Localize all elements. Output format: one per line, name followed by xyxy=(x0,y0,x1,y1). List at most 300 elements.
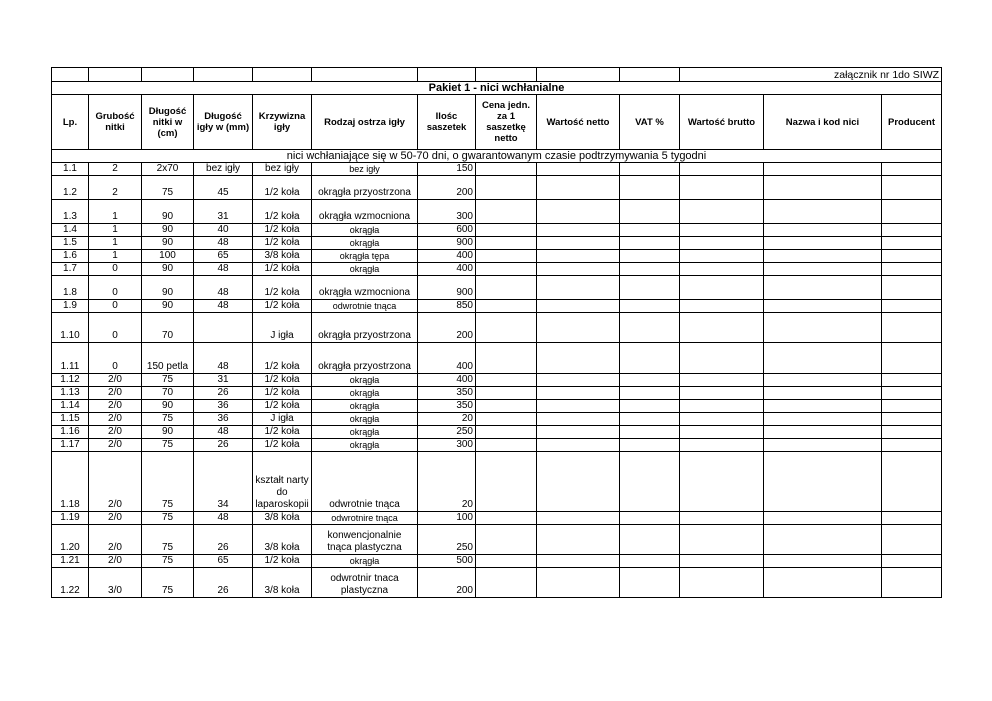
ilosc-cell: 350 xyxy=(418,400,476,413)
krzywizna-cell: 1/2 koła xyxy=(253,263,312,276)
lp-cell: 1.6 xyxy=(52,250,89,263)
grubosc-cell: 1 xyxy=(89,237,142,250)
grubosc-cell: 2/0 xyxy=(89,426,142,439)
lp-cell: 1.1 xyxy=(52,163,89,176)
nazwa-kod-cell xyxy=(764,426,882,439)
table-row xyxy=(52,400,942,413)
header-ilosc: Ilośc saszetek xyxy=(418,95,476,150)
dlugosc-igly-cell: 36 xyxy=(194,413,253,426)
grubosc-cell: 0 xyxy=(89,313,142,343)
table-row xyxy=(52,343,942,374)
cena-cell xyxy=(476,374,537,387)
producent-cell xyxy=(882,568,942,598)
ostrze-cell: okrągła xyxy=(312,413,418,426)
ostrze-cell: okrągła przyostrzona xyxy=(312,313,418,343)
table-row xyxy=(52,163,942,176)
vat-cell xyxy=(620,525,680,555)
wartosc-brutto-cell xyxy=(680,568,764,598)
wartosc-brutto-cell xyxy=(680,263,764,276)
lp-cell: 1.16 xyxy=(52,426,89,439)
cena-cell xyxy=(476,413,537,426)
dlugosc-nitki-cell: 70 xyxy=(142,387,194,400)
grubosc-cell: 1 xyxy=(89,250,142,263)
ilosc-cell: 400 xyxy=(418,374,476,387)
wartosc-brutto-cell xyxy=(680,250,764,263)
lp-cell: 1.12 xyxy=(52,374,89,387)
dlugosc-igly-cell: 26 xyxy=(194,568,253,598)
grubosc-cell: 2 xyxy=(89,163,142,176)
wartosc-brutto-cell xyxy=(680,300,764,313)
dlugosc-igly-cell xyxy=(194,313,253,343)
table-row xyxy=(52,568,942,598)
ostrze-cell: okrągła xyxy=(312,555,418,568)
table-row xyxy=(52,452,942,512)
header-row xyxy=(52,95,942,150)
ilosc-cell: 300 xyxy=(418,439,476,452)
cena-cell xyxy=(476,568,537,598)
table-row xyxy=(52,176,942,200)
package-title-row xyxy=(52,82,942,95)
krzywizna-cell: 1/2 koła xyxy=(253,200,312,224)
dlugosc-igly-cell: 48 xyxy=(194,237,253,250)
dlugosc-nitki-cell: 75 xyxy=(142,568,194,598)
grubosc-cell: 1 xyxy=(89,224,142,237)
krzywizna-cell: 1/2 koła xyxy=(253,300,312,313)
vat-cell xyxy=(620,276,680,300)
krzywizna-cell: 1/2 koła xyxy=(253,374,312,387)
ostrze-cell: okrągła xyxy=(312,439,418,452)
wartosc-netto-cell xyxy=(537,200,620,224)
nazwa-kod-cell xyxy=(764,387,882,400)
dlugosc-igly-cell: 48 xyxy=(194,263,253,276)
grubosc-cell: 0 xyxy=(89,276,142,300)
table-row xyxy=(52,200,942,224)
krzywizna-cell: 1/2 koła xyxy=(253,343,312,374)
section-row xyxy=(52,150,942,163)
grubosc-cell: 2/0 xyxy=(89,400,142,413)
wartosc-brutto-cell xyxy=(680,224,764,237)
ostrze-cell: okrągła xyxy=(312,374,418,387)
nazwa-kod-cell xyxy=(764,300,882,313)
header-nazwa-kod: Nazwa i kod nici xyxy=(764,95,882,150)
producent-cell xyxy=(882,413,942,426)
dlugosc-nitki-cell: 100 xyxy=(142,250,194,263)
cena-cell xyxy=(476,263,537,276)
dlugosc-nitki-cell: 90 xyxy=(142,200,194,224)
ostrze-cell: odwrotnie tnąca xyxy=(312,300,418,313)
krzywizna-cell: J igła xyxy=(253,413,312,426)
ilosc-cell: 900 xyxy=(418,237,476,250)
vat-cell xyxy=(620,452,680,512)
dlugosc-nitki-cell: 90 xyxy=(142,276,194,300)
ostrze-cell: okrągła przyostrzona xyxy=(312,176,418,200)
dlugosc-nitki-cell: 75 xyxy=(142,555,194,568)
cena-cell xyxy=(476,313,537,343)
ostrze-cell: konwencjonalnie tnąca plastyczna xyxy=(312,525,418,555)
producent-cell xyxy=(882,452,942,512)
dlugosc-nitki-cell: 70 xyxy=(142,313,194,343)
producent-cell xyxy=(882,512,942,525)
ilosc-cell: 400 xyxy=(418,343,476,374)
ilosc-cell: 300 xyxy=(418,200,476,224)
vat-cell xyxy=(620,237,680,250)
vat-cell xyxy=(620,163,680,176)
pricing-table xyxy=(51,67,942,598)
wartosc-brutto-cell xyxy=(680,555,764,568)
header-vat: VAT % xyxy=(620,95,680,150)
nazwa-kod-cell xyxy=(764,568,882,598)
wartosc-netto-cell xyxy=(537,568,620,598)
lp-cell: 1.11 xyxy=(52,343,89,374)
lp-cell: 1.8 xyxy=(52,276,89,300)
header-cena: Cena jedn. za 1 saszetkę netto xyxy=(476,95,537,150)
lp-cell: 1.15 xyxy=(52,413,89,426)
vat-cell xyxy=(620,426,680,439)
vat-cell xyxy=(620,176,680,200)
producent-cell xyxy=(882,525,942,555)
table-row xyxy=(52,276,942,300)
dlugosc-igly-cell: 26 xyxy=(194,525,253,555)
nazwa-kod-cell xyxy=(764,224,882,237)
producent-cell xyxy=(882,400,942,413)
producent-cell xyxy=(882,250,942,263)
dlugosc-nitki-cell: 150 petla xyxy=(142,343,194,374)
cena-cell xyxy=(476,439,537,452)
nazwa-kod-cell xyxy=(764,250,882,263)
vat-cell xyxy=(620,250,680,263)
dlugosc-igly-cell: 34 xyxy=(194,452,253,512)
dlugosc-nitki-cell: 75 xyxy=(142,512,194,525)
nazwa-kod-cell xyxy=(764,413,882,426)
producent-cell xyxy=(882,374,942,387)
lp-cell: 1.10 xyxy=(52,313,89,343)
dlugosc-nitki-cell: 75 xyxy=(142,413,194,426)
dlugosc-igly-cell: 36 xyxy=(194,400,253,413)
producent-cell xyxy=(882,313,942,343)
wartosc-netto-cell xyxy=(537,237,620,250)
krzywizna-cell: 1/2 koła xyxy=(253,276,312,300)
nazwa-kod-cell xyxy=(764,439,882,452)
ilosc-cell: 500 xyxy=(418,555,476,568)
vat-cell xyxy=(620,439,680,452)
wartosc-brutto-cell xyxy=(680,426,764,439)
dlugosc-igly-cell: 48 xyxy=(194,426,253,439)
dlugosc-igly-cell: 65 xyxy=(194,250,253,263)
krzywizna-cell: 1/2 koła xyxy=(253,426,312,439)
ilosc-cell: 200 xyxy=(418,313,476,343)
wartosc-netto-cell xyxy=(537,163,620,176)
annex-row xyxy=(52,68,942,82)
grubosc-cell: 2/0 xyxy=(89,512,142,525)
wartosc-brutto-cell xyxy=(680,374,764,387)
ilosc-cell: 250 xyxy=(418,525,476,555)
wartosc-netto-cell xyxy=(537,439,620,452)
lp-cell: 1.9 xyxy=(52,300,89,313)
cena-cell xyxy=(476,237,537,250)
nazwa-kod-cell xyxy=(764,163,882,176)
wartosc-brutto-cell xyxy=(680,200,764,224)
cena-cell xyxy=(476,555,537,568)
grubosc-cell: 2/0 xyxy=(89,439,142,452)
grubosc-cell: 0 xyxy=(89,263,142,276)
ilosc-cell: 400 xyxy=(418,250,476,263)
cena-cell xyxy=(476,387,537,400)
cena-cell xyxy=(476,300,537,313)
header-dlugosc-igly: Długość igły w (mm) xyxy=(194,95,253,150)
wartosc-netto-cell xyxy=(537,400,620,413)
wartosc-brutto-cell xyxy=(680,439,764,452)
ilosc-cell: 150 xyxy=(418,163,476,176)
ilosc-cell: 100 xyxy=(418,512,476,525)
krzywizna-cell: 3/8 koła xyxy=(253,512,312,525)
dlugosc-nitki-cell: 75 xyxy=(142,439,194,452)
wartosc-netto-cell xyxy=(537,426,620,439)
ostrze-cell: odwrotnir tnaca plastyczna xyxy=(312,568,418,598)
ilosc-cell: 600 xyxy=(418,224,476,237)
header-lp: Lp. xyxy=(52,95,89,150)
wartosc-brutto-cell xyxy=(680,237,764,250)
cena-cell xyxy=(476,250,537,263)
producent-cell xyxy=(882,555,942,568)
producent-cell xyxy=(882,343,942,374)
ilosc-cell: 20 xyxy=(418,413,476,426)
krzywizna-cell: 3/8 koła xyxy=(253,568,312,598)
dlugosc-igly-cell: 65 xyxy=(194,555,253,568)
nazwa-kod-cell xyxy=(764,400,882,413)
table-row xyxy=(52,387,942,400)
cena-cell xyxy=(476,512,537,525)
dlugosc-igly-cell: 31 xyxy=(194,374,253,387)
ilosc-cell: 200 xyxy=(418,176,476,200)
ostrze-cell: okrągła xyxy=(312,426,418,439)
dlugosc-igly-cell: 45 xyxy=(194,176,253,200)
table-row xyxy=(52,300,942,313)
vat-cell xyxy=(620,555,680,568)
wartosc-netto-cell xyxy=(537,263,620,276)
dlugosc-nitki-cell: 90 xyxy=(142,263,194,276)
wartosc-netto-cell xyxy=(537,525,620,555)
cena-cell xyxy=(476,200,537,224)
wartosc-brutto-cell xyxy=(680,400,764,413)
lp-cell: 1.2 xyxy=(52,176,89,200)
cena-cell xyxy=(476,525,537,555)
cena-cell xyxy=(476,426,537,439)
dlugosc-igly-cell: 26 xyxy=(194,387,253,400)
producent-cell xyxy=(882,439,942,452)
lp-cell: 1.14 xyxy=(52,400,89,413)
table-row xyxy=(52,413,942,426)
grubosc-cell: 2/0 xyxy=(89,374,142,387)
lp-cell: 1.3 xyxy=(52,200,89,224)
lp-cell: 1.7 xyxy=(52,263,89,276)
nazwa-kod-cell xyxy=(764,237,882,250)
dlugosc-nitki-cell: 75 xyxy=(142,452,194,512)
dlugosc-igly-cell: bez igły xyxy=(194,163,253,176)
wartosc-netto-cell xyxy=(537,387,620,400)
wartosc-brutto-cell xyxy=(680,176,764,200)
grubosc-cell: 2/0 xyxy=(89,387,142,400)
ilosc-cell: 900 xyxy=(418,276,476,300)
wartosc-netto-cell xyxy=(537,343,620,374)
vat-cell xyxy=(620,263,680,276)
wartosc-netto-cell xyxy=(537,300,620,313)
nazwa-kod-cell xyxy=(764,555,882,568)
ilosc-cell: 250 xyxy=(418,426,476,439)
grubosc-cell: 1 xyxy=(89,200,142,224)
wartosc-brutto-cell xyxy=(680,413,764,426)
wartosc-netto-cell xyxy=(537,555,620,568)
lp-cell: 1.21 xyxy=(52,555,89,568)
dlugosc-nitki-cell: 90 xyxy=(142,426,194,439)
lp-cell: 1.20 xyxy=(52,525,89,555)
krzywizna-cell: bez igły xyxy=(253,163,312,176)
cena-cell xyxy=(476,276,537,300)
vat-cell xyxy=(620,313,680,343)
vat-cell xyxy=(620,343,680,374)
krzywizna-cell: kształt narty do laparoskopii xyxy=(253,452,312,512)
cena-cell xyxy=(476,452,537,512)
producent-cell xyxy=(882,263,942,276)
cena-cell xyxy=(476,176,537,200)
grubosc-cell: 2/0 xyxy=(89,413,142,426)
ostrze-cell: okrągła xyxy=(312,400,418,413)
vat-cell xyxy=(620,300,680,313)
dlugosc-nitki-cell: 75 xyxy=(142,525,194,555)
ilosc-cell: 850 xyxy=(418,300,476,313)
wartosc-netto-cell xyxy=(537,224,620,237)
ostrze-cell: okrągła wzmocniona xyxy=(312,200,418,224)
ostrze-cell: okrągła xyxy=(312,224,418,237)
table-row xyxy=(52,313,942,343)
dlugosc-igly-cell: 40 xyxy=(194,224,253,237)
ostrze-cell: okrągła xyxy=(312,263,418,276)
nazwa-kod-cell xyxy=(764,525,882,555)
krzywizna-cell: 1/2 koła xyxy=(253,439,312,452)
header-krzywizna: Krzywizna igły xyxy=(253,95,312,150)
wartosc-brutto-cell xyxy=(680,512,764,525)
wartosc-netto-cell xyxy=(537,374,620,387)
lp-cell: 1.4 xyxy=(52,224,89,237)
table-row xyxy=(52,237,942,250)
dlugosc-igly-cell: 48 xyxy=(194,276,253,300)
krzywizna-cell: J igła xyxy=(253,313,312,343)
vat-cell xyxy=(620,374,680,387)
producent-cell xyxy=(882,224,942,237)
ostrze-cell: okrągła przyostrzona xyxy=(312,343,418,374)
krzywizna-cell: 1/2 koła xyxy=(253,224,312,237)
table-row xyxy=(52,374,942,387)
nazwa-kod-cell xyxy=(764,313,882,343)
dlugosc-igly-cell: 31 xyxy=(194,200,253,224)
grubosc-cell: 2/0 xyxy=(89,555,142,568)
wartosc-brutto-cell xyxy=(680,163,764,176)
producent-cell xyxy=(882,200,942,224)
header-grubosc: Grubość nitki xyxy=(89,95,142,150)
grubosc-cell: 0 xyxy=(89,300,142,313)
ostrze-cell: okrągła tępa xyxy=(312,250,418,263)
ilosc-cell: 350 xyxy=(418,387,476,400)
grubosc-cell: 2 xyxy=(89,176,142,200)
vat-cell xyxy=(620,413,680,426)
table-row xyxy=(52,439,942,452)
annex-label: załącznik nr 1do SIWZ xyxy=(680,68,942,82)
producent-cell xyxy=(882,163,942,176)
nazwa-kod-cell xyxy=(764,176,882,200)
lp-cell: 1.18 xyxy=(52,452,89,512)
wartosc-brutto-cell xyxy=(680,387,764,400)
lp-cell: 1.22 xyxy=(52,568,89,598)
dlugosc-igly-cell: 48 xyxy=(194,343,253,374)
producent-cell xyxy=(882,387,942,400)
wartosc-netto-cell xyxy=(537,313,620,343)
grubosc-cell: 2/0 xyxy=(89,525,142,555)
dlugosc-nitki-cell: 2x70 xyxy=(142,163,194,176)
wartosc-netto-cell xyxy=(537,250,620,263)
dlugosc-nitki-cell: 75 xyxy=(142,374,194,387)
dlugosc-igly-cell: 26 xyxy=(194,439,253,452)
grubosc-cell: 0 xyxy=(89,343,142,374)
producent-cell xyxy=(882,237,942,250)
wartosc-brutto-cell xyxy=(680,313,764,343)
nazwa-kod-cell xyxy=(764,263,882,276)
section-label: nici wchłaniające się w 50-70 dni, o gwarantowanym czasie podtrzymywania 5 tygodni xyxy=(52,150,942,163)
grubosc-cell: 3/0 xyxy=(89,568,142,598)
lp-cell: 1.17 xyxy=(52,439,89,452)
ostrze-cell: okrągła wzmocniona xyxy=(312,276,418,300)
wartosc-netto-cell xyxy=(537,413,620,426)
table-row xyxy=(52,224,942,237)
lp-cell: 1.19 xyxy=(52,512,89,525)
krzywizna-cell: 1/2 koła xyxy=(253,176,312,200)
table-row xyxy=(52,250,942,263)
cena-cell xyxy=(476,224,537,237)
table-row xyxy=(52,555,942,568)
wartosc-brutto-cell xyxy=(680,525,764,555)
producent-cell xyxy=(882,276,942,300)
wartosc-netto-cell xyxy=(537,452,620,512)
dlugosc-nitki-cell: 90 xyxy=(142,300,194,313)
lp-cell: 1.13 xyxy=(52,387,89,400)
package-title: Pakiet 1 - nici wchłanialne xyxy=(52,82,942,95)
ilosc-cell: 400 xyxy=(418,263,476,276)
dlugosc-nitki-cell: 90 xyxy=(142,237,194,250)
krzywizna-cell: 3/8 koła xyxy=(253,525,312,555)
nazwa-kod-cell xyxy=(764,512,882,525)
header-dlugosc-nitki: Długość nitki w (cm) xyxy=(142,95,194,150)
header-wartosc-netto: Wartość netto xyxy=(537,95,620,150)
vat-cell xyxy=(620,512,680,525)
grubosc-cell: 2/0 xyxy=(89,452,142,512)
dlugosc-nitki-cell: 90 xyxy=(142,400,194,413)
cena-cell xyxy=(476,163,537,176)
wartosc-brutto-cell xyxy=(680,452,764,512)
producent-cell xyxy=(882,176,942,200)
wartosc-netto-cell xyxy=(537,276,620,300)
ostrze-cell: odwrotnire tnąca xyxy=(312,512,418,525)
ilosc-cell: 20 xyxy=(418,452,476,512)
ostrze-cell: bez igły xyxy=(312,163,418,176)
vat-cell xyxy=(620,568,680,598)
ostrze-cell: odwrotnie tnąca xyxy=(312,452,418,512)
wartosc-netto-cell xyxy=(537,176,620,200)
dlugosc-igly-cell: 48 xyxy=(194,300,253,313)
table-row xyxy=(52,263,942,276)
table-row xyxy=(52,512,942,525)
producent-cell xyxy=(882,426,942,439)
ilosc-cell: 200 xyxy=(418,568,476,598)
cena-cell xyxy=(476,400,537,413)
vat-cell xyxy=(620,400,680,413)
